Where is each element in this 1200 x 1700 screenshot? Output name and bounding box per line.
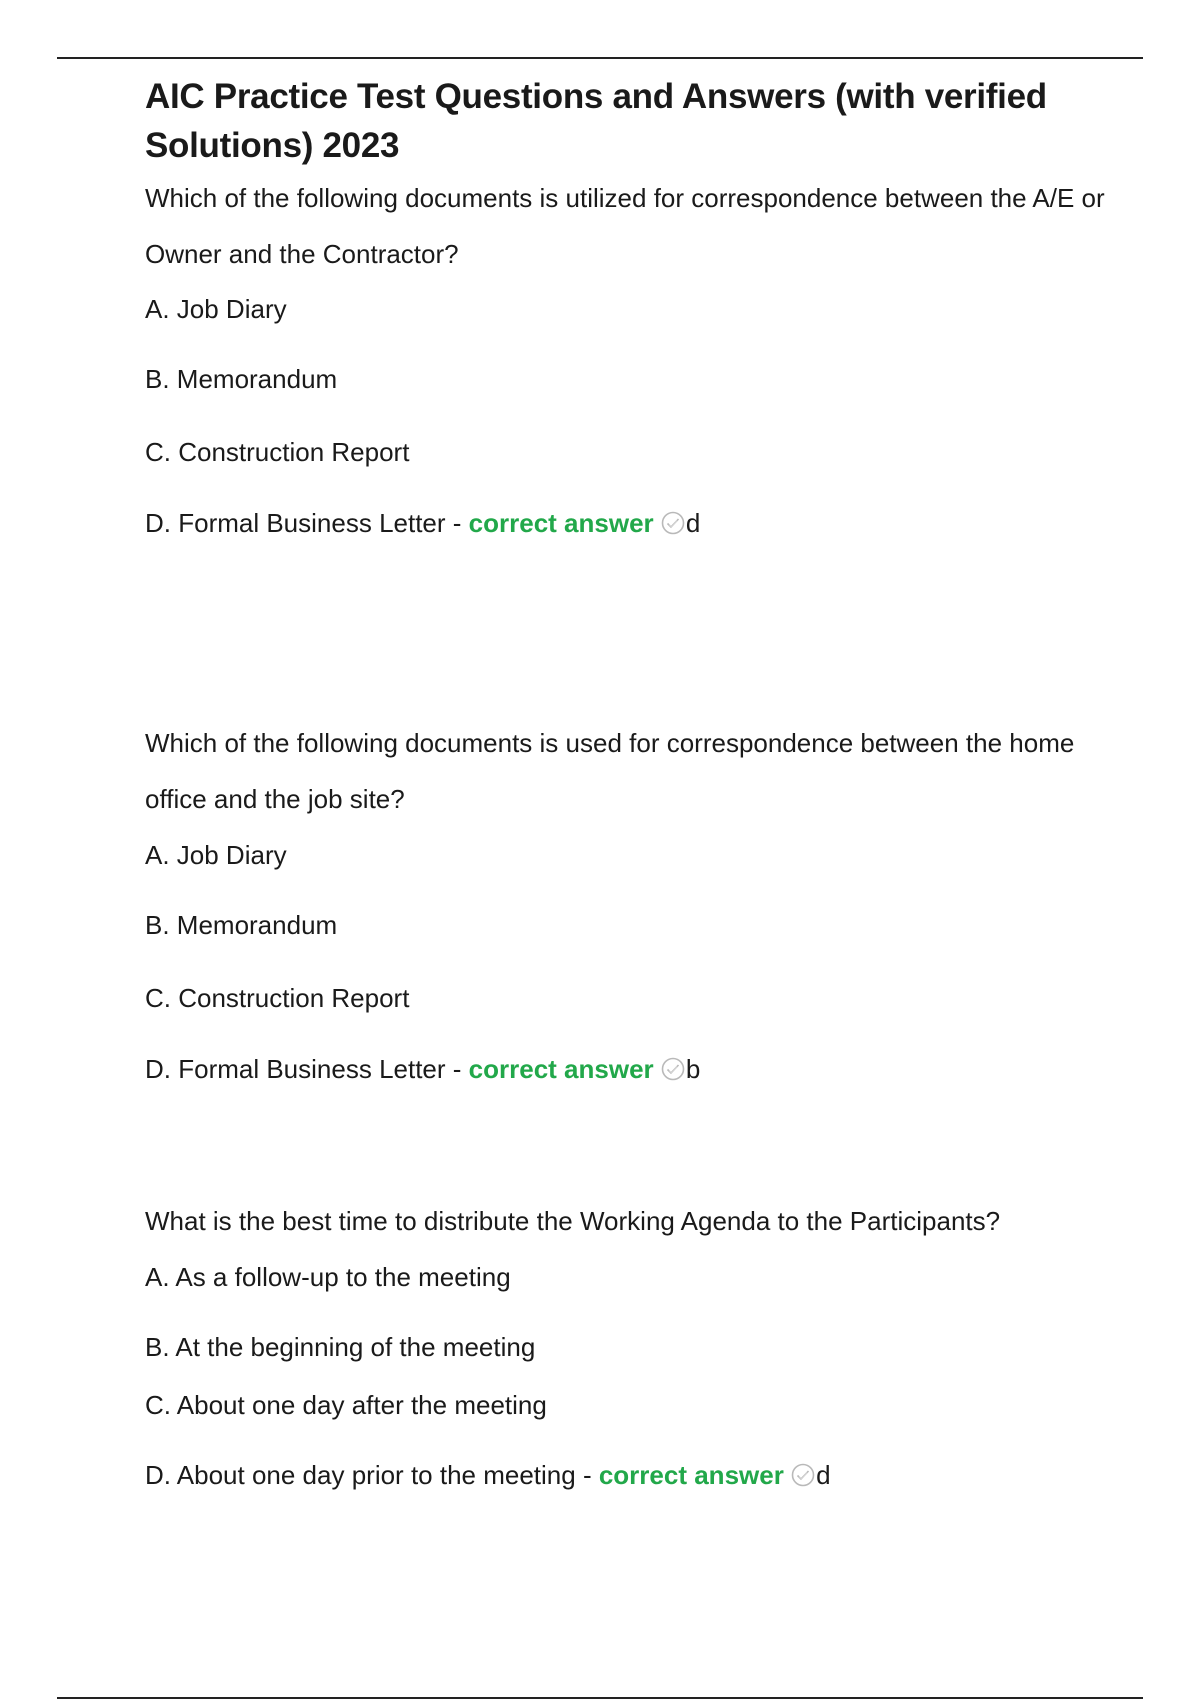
- option-a: A. Job Diary: [145, 294, 287, 324]
- bottom-rule: [57, 1697, 1143, 1699]
- question-1: [145, 170, 1105, 538]
- correct-answer-label: correct answer: [468, 1054, 654, 1084]
- option-c: C. Construction Report: [145, 983, 410, 1013]
- option-c: C. Construction Report: [145, 437, 410, 467]
- option-d-label: D. About one day prior to the meeting -: [145, 1460, 592, 1490]
- option-d-label: D. Formal Business Letter -: [145, 508, 462, 538]
- option-c: C. About one day after the meeting: [145, 1390, 547, 1420]
- option-d-label: D. Formal Business Letter -: [145, 1054, 462, 1084]
- top-rule: [57, 57, 1143, 59]
- option-d: [145, 1052, 700, 1086]
- check-circle-icon: [791, 1461, 815, 1485]
- page-content: [145, 72, 1105, 1490]
- check-circle-icon: [661, 1055, 685, 1079]
- option-a: A. As a follow-up to the meeting: [145, 1262, 511, 1292]
- correct-answer-label: correct answer: [598, 1460, 784, 1490]
- answer-value: b: [685, 1054, 701, 1084]
- answer-value: d: [816, 1460, 831, 1490]
- answer-value: d: [685, 508, 701, 538]
- option-d: [145, 1458, 831, 1492]
- option-b: B. Memorandum: [145, 364, 338, 394]
- correct-answer-label: correct answer: [468, 508, 654, 538]
- question-text: Which of the following documents is used for correspondence between the home office and the job site?: [145, 728, 1075, 814]
- document-title: AIC Practice Test Questions and Answers (with verified Solutions) 2023: [145, 77, 1047, 165]
- question-3: [145, 1204, 1105, 1490]
- check-circle-icon: [661, 509, 685, 533]
- option-b: B. Memorandum: [145, 910, 338, 940]
- option-b: B. At the beginning of the meeting: [145, 1332, 536, 1362]
- question-2: [145, 715, 1105, 1084]
- option-a: A. Job Diary: [145, 840, 287, 870]
- question-text: What is the best time to distribute the Working Agenda to the Participants?: [145, 1206, 1001, 1236]
- option-d: [145, 506, 700, 540]
- question-text: Which of the following documents is utilized for correspondence between the A/E or Owner and the Contractor?: [145, 183, 1105, 269]
